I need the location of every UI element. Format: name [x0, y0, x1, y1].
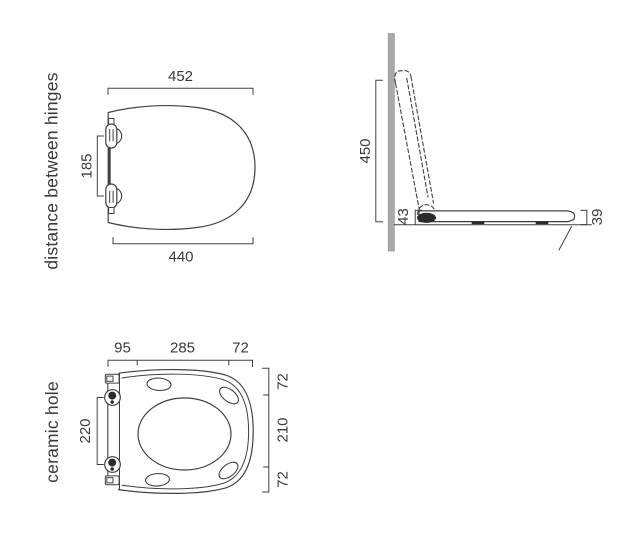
hinge-tab-bottom: [105, 476, 119, 485]
wall: [388, 34, 394, 252]
dim-bracket-450: [376, 80, 383, 222]
dim-72-right-lower: 72: [274, 471, 292, 488]
dim-452: 452: [167, 68, 194, 85]
top-view-label: distance between hinges: [41, 72, 62, 270]
dim-72-right-upper: 72: [274, 373, 292, 390]
seat-ring-opening: [138, 398, 231, 470]
dim-bracket-right: [263, 368, 269, 492]
bottom-view-label: ceramic hole: [42, 381, 63, 483]
lid-raised-dashed: [395, 71, 435, 223]
hinge-hole-top: [105, 390, 121, 406]
dim-95: 95: [114, 339, 131, 357]
dim-440: 440: [168, 248, 194, 266]
leader-line: [559, 227, 572, 251]
dim-450: 450: [356, 138, 374, 164]
dim-185: 185: [78, 153, 96, 179]
dim-43: 43: [394, 208, 412, 225]
bumper-right: [536, 221, 549, 224]
seat-slab: [419, 211, 575, 222]
hinge-tab-top: [105, 374, 119, 383]
bumper-left: [472, 221, 485, 224]
dim-bracket-440: [113, 238, 253, 244]
seat-outline-top-view: [108, 106, 255, 230]
hinge-blob: [417, 213, 436, 223]
dim-210: 210: [274, 417, 292, 443]
bottom-view-drawing: [42, 340, 291, 494]
hinge-hole-bottom: [105, 457, 121, 473]
dim-285: 285: [169, 339, 196, 357]
dim-bracket-185: [97, 136, 103, 196]
dim-bracket-452: [108, 88, 253, 94]
dim-220: 220: [76, 418, 94, 444]
dim-72-top: 72: [232, 339, 249, 357]
dim-39: 39: [588, 208, 606, 226]
dim-bracket-220: [97, 398, 103, 465]
top-view-drawing: [42, 68, 255, 270]
dim-bracket-top: [108, 360, 253, 366]
dim-bracket-39: [581, 210, 587, 224]
side-view-drawing: [357, 34, 606, 252]
